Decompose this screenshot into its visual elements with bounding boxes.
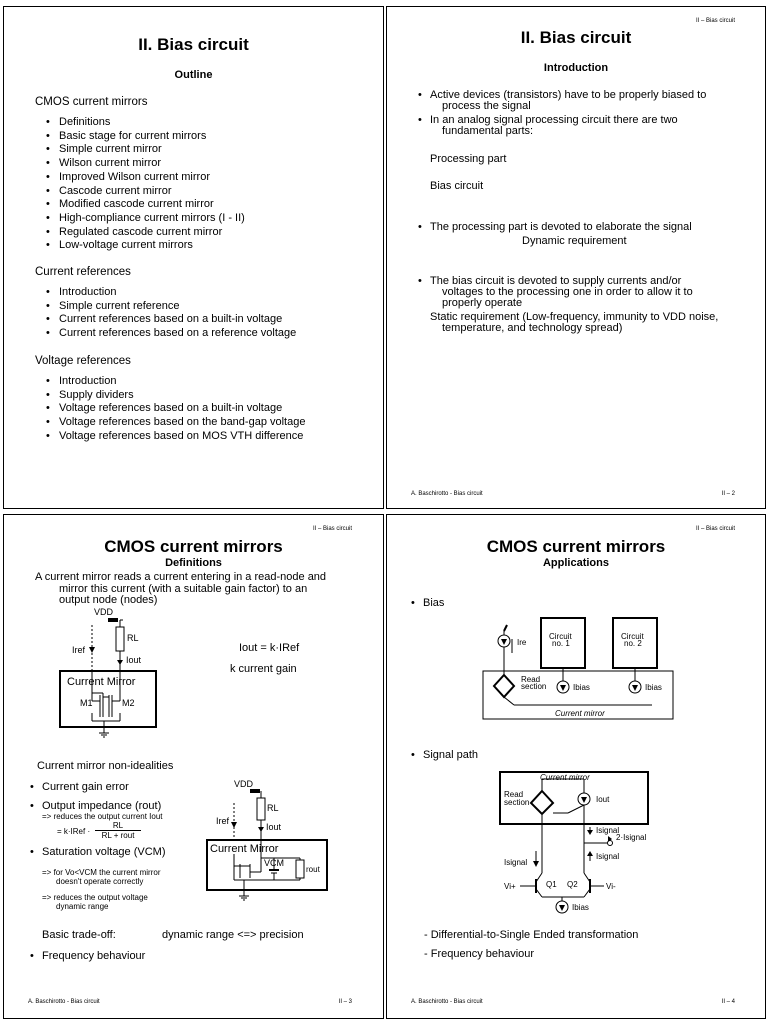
list-item: • Supply dividers — [45, 389, 305, 403]
tradeoff-label: Basic trade-off: — [42, 929, 116, 941]
footer-page-number: II – 4 — [721, 999, 735, 1005]
formula-prefix: = k·IRef · — [57, 827, 91, 836]
bullet-bias-circuit: • The bias circuit is devoted to supply currents and/or voltages to the processing one in order to allow it to properly operate — [418, 275, 693, 309]
list-item: • Voltage references based on the band-gap voltage — [45, 416, 305, 430]
list-item: • Cascode current mirror — [45, 185, 245, 199]
static-requirement-line: Static requirement (Low-frequency, immunity to VDD noise, — [430, 311, 719, 323]
dynamic-requirement: Dynamic requirement — [522, 235, 627, 247]
frequency-behaviour: - Frequency behaviour — [424, 948, 535, 960]
list-item: • Introduction — [45, 375, 305, 389]
bullet-text: In an analog signal processing circuit there are two — [430, 114, 678, 126]
section-label: section — [521, 682, 547, 691]
bullet-processing-part: • The processing part is devoted to elaborate the signal — [418, 221, 692, 233]
bullet-text-cont: voltages to the processing one in order to allow it to — [442, 286, 693, 298]
bullet-text: Bias — [423, 597, 445, 609]
footer-author: A. Baschirotto - Bias circuit — [411, 491, 483, 497]
bullet-frequency-behaviour: • Frequency behaviour — [30, 950, 146, 962]
definition-line: A current mirror reads a current entering in a read-node and — [35, 571, 327, 583]
section-label: section — [504, 798, 530, 807]
iref-label: Iref — [216, 816, 230, 826]
circuit-1-label-a: Circuit — [549, 632, 572, 641]
section-heading-voltage-refs: Voltage references — [35, 355, 131, 367]
ibias-2-label: Ibias — [645, 683, 662, 692]
q1-label: Q1 — [546, 880, 557, 889]
static-requirement-line: temperature, and technology spread) — [442, 322, 623, 334]
vdd-label: VDD — [94, 607, 114, 617]
bullet-signal-path: • Signal path — [411, 749, 479, 761]
vcm-label: VCM — [264, 858, 284, 868]
read-label: Read — [504, 790, 524, 799]
bullet-text: Active devices (transistors) have to be properly biased to — [430, 89, 707, 101]
iout-label: Iout — [126, 655, 142, 665]
bullet-text: The processing part is devoted to elaborate the signal — [430, 221, 692, 233]
outline-list-cmos — [45, 116, 245, 253]
list-item: • Low-voltage current mirrors — [45, 239, 245, 253]
bullet-text-cont: fundamental parts: — [442, 125, 534, 137]
note-line: => reduces the output voltage — [42, 893, 148, 902]
bullet-output-impedance: • Output impedance (rout) — [30, 800, 162, 812]
list-item: • Definitions — [45, 116, 245, 130]
slide-4 — [386, 514, 766, 1019]
vdd-label: VDD — [234, 779, 254, 789]
dynamic-range-note — [42, 893, 148, 911]
current-mirror-label: Current mirror — [555, 709, 605, 718]
slide-4-title: CMOS current mirrors — [486, 537, 666, 556]
read-section-diamond — [531, 791, 553, 814]
m2-label: M2 — [122, 698, 135, 708]
list-item: • Basic stage for current mirrors — [45, 130, 245, 144]
list-item: • Voltage references based on MOS VTH difference — [45, 430, 305, 444]
current-mirror-box-label: Current Mirror — [67, 676, 136, 688]
slide-3-title: CMOS current mirrors — [104, 537, 283, 556]
bullet-gain-error: • Current gain error — [30, 781, 129, 793]
formula-numerator: RL — [95, 821, 141, 831]
definition-text — [35, 572, 326, 607]
section-heading-cmos: CMOS current mirrors — [35, 96, 148, 108]
bullet-text: Signal path — [423, 749, 479, 761]
two-isignal-label: 2·Isignal — [616, 833, 647, 842]
slide-1-subtitle: Outline — [174, 69, 213, 81]
footer-author: A. Baschirotto - Bias circuit — [28, 999, 100, 1005]
slide-header: II – Bias circuit — [695, 18, 735, 24]
formula-denominator: RL + rout — [101, 831, 135, 840]
bullet-bias: • Bias — [411, 597, 445, 609]
footer-author: A. Baschirotto - Bias circuit — [411, 999, 483, 1005]
rl-label: RL — [127, 633, 139, 643]
bullet-text: Frequency behaviour — [42, 950, 146, 962]
slide-header: II – Bias circuit — [695, 526, 735, 532]
circuit-2-label-a: Circuit — [621, 632, 644, 641]
bias-application-schematic — [477, 615, 677, 723]
load-resistor — [257, 798, 265, 820]
gain-equation: Iout = k·IRef — [239, 642, 300, 654]
vi-minus-label: Vi- — [606, 882, 616, 891]
iref-label: Iref — [72, 645, 86, 655]
slide-header: II – Bias circuit — [312, 526, 352, 532]
circuit-1-label-b: no. 1 — [552, 639, 570, 648]
current-mirror-label: Current mirror — [540, 773, 590, 782]
definition-line: mirror this current (with a suitable gain factor) to an — [59, 582, 308, 595]
isignal-label-2: Isignal — [596, 852, 620, 861]
bullet-text-cont: process the signal — [442, 100, 531, 112]
bullet-analog-processing: • In an analog signal processing circuit there are two fundamental parts: — [418, 114, 678, 137]
m1-label: M1 — [80, 698, 93, 708]
list-item: • High-compliance current mirrors (I - II) — [45, 212, 245, 226]
footer-page-number: II – 2 — [721, 491, 735, 497]
slide-2 — [386, 6, 766, 509]
slide-3-subtitle: Definitions — [165, 557, 222, 569]
footer-page-number: II – 3 — [338, 999, 352, 1005]
iout-label: Iout — [266, 822, 282, 832]
nonideal-mirror-schematic — [204, 778, 334, 908]
slide-3 — [3, 514, 384, 1019]
diff-to-single-ended: - Differential-to-Single Ended transformation — [424, 929, 639, 941]
current-mirror-schematic — [54, 605, 174, 745]
list-item: • Improved Wilson current mirror — [45, 171, 245, 185]
isignal-label-3: Isignal — [504, 858, 528, 867]
bullet-text: The bias circuit is devoted to supply currents and/or — [430, 275, 682, 287]
definition-line: output node (nodes) — [59, 594, 158, 606]
load-resistor — [116, 627, 124, 651]
ibias-1-label: Ibias — [573, 683, 590, 692]
bullet-text: Output impedance (rout) — [42, 800, 162, 812]
note-line: doesn't operate correctly — [56, 877, 144, 886]
note-line: dynamic range — [56, 902, 109, 911]
slide-2-title: II. Bias circuit — [520, 28, 632, 47]
tradeoff-value: dynamic range <=> precision — [162, 929, 304, 941]
vdd-rail — [108, 618, 118, 622]
bias-circuit-label: Bias circuit — [430, 180, 484, 192]
bullet-text-cont: properly operate — [442, 297, 523, 309]
static-requirement — [430, 312, 718, 334]
bullet-text: Current gain error — [42, 781, 129, 793]
list-item: • Introduction — [45, 286, 296, 300]
bullet-text: Saturation voltage (VCM) — [42, 846, 166, 858]
slide-4-subtitle: Applications — [542, 557, 609, 569]
iout-label: Iout — [596, 795, 610, 804]
slide-1 — [3, 6, 384, 509]
list-item: • Regulated cascode current mirror — [45, 226, 245, 240]
list-item: • Current references based on a built-in voltage — [45, 313, 296, 327]
section-heading-current-refs: Current references — [35, 266, 131, 278]
saturation-note — [42, 868, 161, 886]
read-section-diamond — [494, 675, 514, 697]
slide-1-title: II. Bias circuit — [138, 35, 249, 54]
current-mirror-box-label: Current Mirror — [210, 843, 279, 855]
k-gain-label: k current gain — [230, 663, 297, 675]
rout-label: rout — [306, 865, 320, 874]
bullet-active-devices: • Active devices (transistors) have to be properly biased to process the signal — [418, 89, 707, 112]
iref-label: Ire — [517, 638, 527, 647]
output-resistance — [296, 860, 304, 878]
rl-label: RL — [267, 803, 279, 813]
signal-path-schematic — [492, 767, 682, 917]
list-item: • Simple current mirror — [45, 143, 245, 157]
list-item: • Voltage references based on a built-in voltage — [45, 402, 305, 416]
processing-part-label: Processing part — [430, 153, 507, 165]
list-item: • Simple current reference — [45, 300, 296, 314]
formula-fraction — [95, 821, 141, 840]
read-label: Read — [521, 675, 541, 684]
list-item: • Wilson current mirror — [45, 157, 245, 171]
note-line: => for Vo<VCM the current mirror — [42, 868, 161, 877]
outline-list-voltage-refs — [45, 375, 305, 444]
vi-plus-label: Vi+ — [504, 882, 516, 891]
isignal-label-1: Isignal — [596, 826, 620, 835]
circuit-2-label-b: no. 2 — [624, 639, 642, 648]
slide-2-subtitle: Introduction — [543, 62, 609, 74]
ibias-label: Ibias — [572, 903, 589, 912]
bullet-saturation-voltage: • Saturation voltage (VCM) — [30, 846, 166, 858]
vdd-rail — [250, 789, 260, 793]
list-item: • Current references based on a reference voltage — [45, 327, 296, 341]
q2-label: Q2 — [567, 880, 578, 889]
nonidealities-heading: Current mirror non-idealities — [37, 760, 174, 772]
output-impedance-note: => reduces the output current Iout — [42, 812, 163, 821]
list-item: • Modified cascode current mirror — [45, 198, 245, 212]
outline-list-current-refs — [45, 286, 296, 341]
